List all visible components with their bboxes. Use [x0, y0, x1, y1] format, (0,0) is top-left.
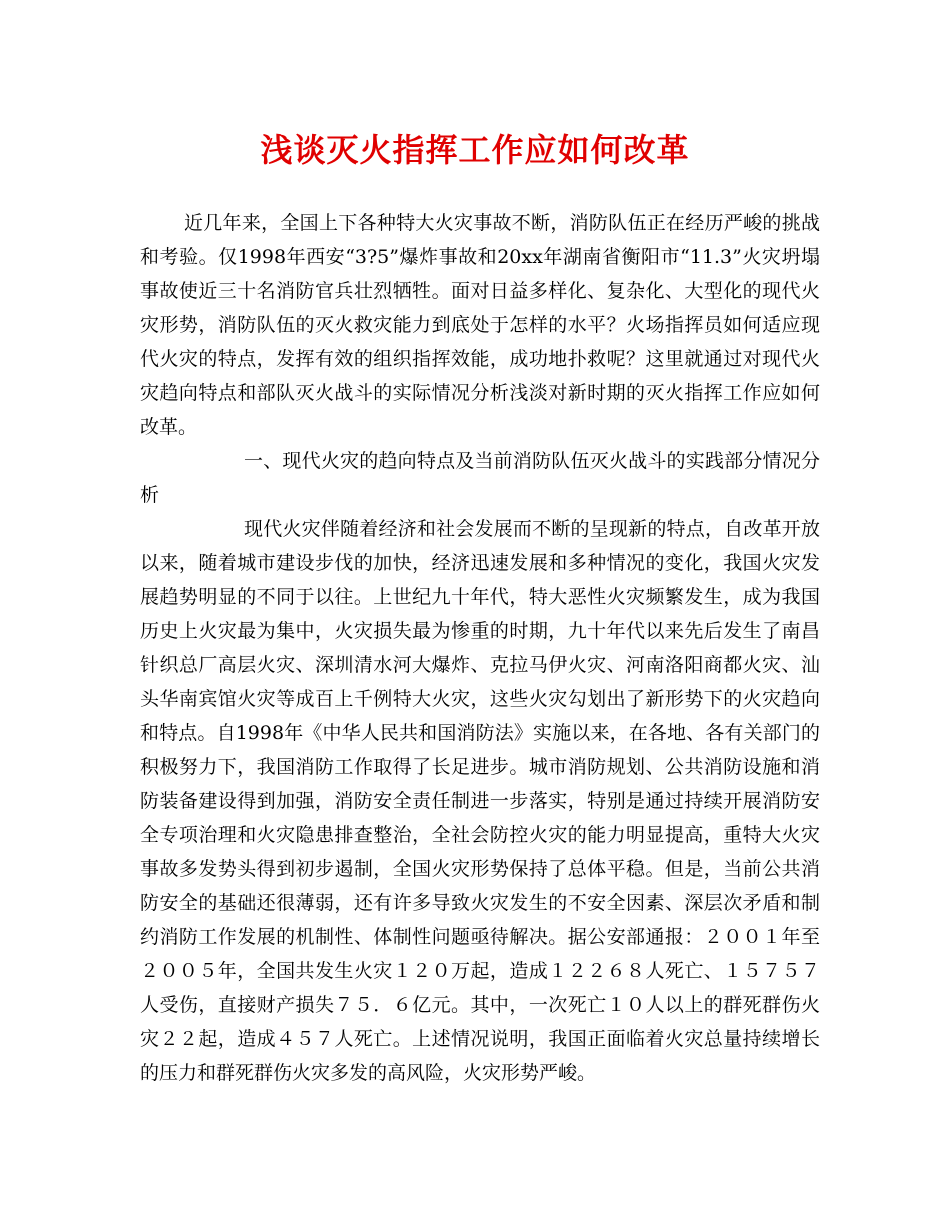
- document-title: 浅谈灭火指挥工作应如何改革: [260, 131, 690, 169]
- section-heading: 一、现代火灾的趋向特点及当前消防队伍灭火战斗的实践部分情况分析: [140, 450, 820, 506]
- paragraph-intro: 近几年来，全国上下各种特大火灾事故不断，消防队伍正在经历严峻的挑战和考验。仅1998年西安“3?5”爆炸事故和20xx年湖南省衡阳市“11.3”火灾坍塌事故使近三十名消防官兵壮烈牺牲。面对日益多样化、复杂化、大型化的现代火灾形势，消防队伍的灭火救灾能力到底处于怎样的水平？火场指挥员如何适应现代火灾的特点，发挥有效的组织指挥效能，成功地扑救呢？这里就通过对现代火灾趋向特点和部队灭火战斗的实际情况分析浅淡对新时期的灭火指挥工作应如何改革。: [140, 212, 820, 438]
- paragraph-analysis: 现代火灾伴随着经济和社会发展而不断的呈现新的特点，自改革开放以来，随着城市建设步伐的加快，经济迅速发展和多种情况的变化，我国火灾发展趋势明显的不同于以往。上世纪九十年代，特大恶性火灾频繁发生，成为我国历史上火灾最为集中，火灾损失最为惨重的时期，九十年代以来先后发生了南昌针织总厂高层火灾、深圳清水河大爆炸、克拉马伊火灾、河南洛阳商都火灾、汕头华南宾馆火灾等成百上千例特大火灾，这些火灾勾划出了新形势下的火灾趋向和特点。自1998年《中华人民共和国消防法》实施以来，在各地、各有关部门的积极努力下，我国消防工作取得了长足进步。城市消防规划、公共消防设施和消防装备建设得到加强，消防安全责任制进一步落实，特别是通过持续开展消防安全专项治理和火灾隐患排查整治，全社会防控火灾的能力明显提高，重特大火灾事故多发势头得到初步遏制，全国火灾形势保持了总体平稳。但是，当前公共消防安全的基础还很薄弱，还有许多导致火灾发生的不安全因素、深层次矛盾和制约消防工作发展的机制性、体制性问题亟待解决。据公安部通报：２００１年至２００５年，全国共发生火灾１２０万起，造成１２２６８人死亡、１５７５７人受伤，直接财产损失７５．６亿元。其中，一次死亡１０人以上的群死群伤火灾２２起，造成４５７人死亡。上述情况说明，我国正面临着火灾总量持续增长的压力和群死群伤火灾多发的高风险，火灾形势严峻。: [140, 518, 820, 1084]
- document-body: [140, 206, 820, 1090]
